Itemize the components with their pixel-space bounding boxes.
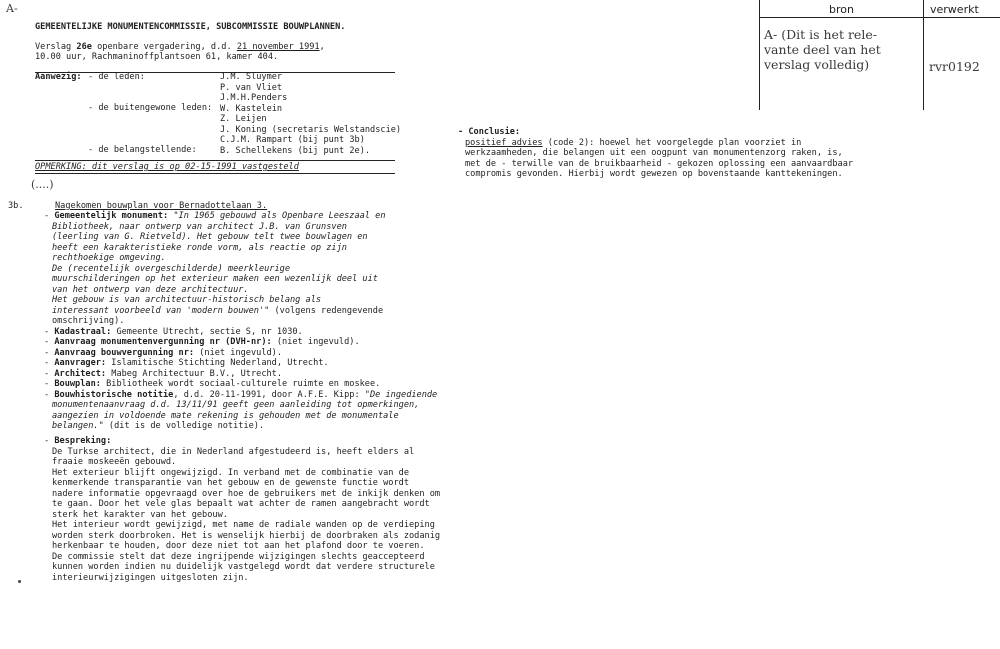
field-label: Architect: [54,368,107,379]
divider [35,160,395,161]
history-quote: belangen." [52,421,104,431]
field-line: - Aanvraag bouwvergunning nr: (niet ingevuld). [44,347,283,358]
source-note: verslag volledig) [764,57,870,72]
column-header-processed: verwerkt [930,3,979,16]
monument-text: Het gebouw is van architectuur-historisch belang als [52,295,322,305]
meeting-text: openbare vergadering, d.d. [91,42,237,52]
ellipsis-mark: (....) [31,178,54,191]
attendance-label: Aanwezig: [35,72,82,82]
attendee: P. van Vliet [220,82,283,93]
meeting-line-2: 10.00 uur, Rachmaninoffplantsoen 61, kamer 404. [35,52,279,62]
monument-suffix: omschrijving). [52,316,125,326]
monument-suffix: (volgens redengevende [269,305,384,316]
divider [35,173,395,174]
stray-dot [18,580,21,583]
monument-text [52,306,383,316]
meeting-text: , [319,42,325,52]
field-value: (niet ingevuld). [271,337,360,347]
monument-text: Bibliotheek, naar ontwerp van architect J.B. van Grunsven [52,221,347,232]
members-label: - de leden: [88,72,145,82]
meeting-date: 21 november 1991 [236,42,320,52]
conclusion-label: - Conclusie: [458,127,521,137]
discussion-text: sterk het karakter van het gebouw. [52,509,228,520]
extraordinary-members-label: - de buitengewone leden: [88,103,213,113]
field-label: Aanvraag monumentenvergunning nr (DVH-nr): [54,337,272,347]
document-title: GEMEENTELIJKE MONUMENTENCOMMISSIE, SUBCOMMISSIE BOUWPLANNEN. [35,22,346,32]
conclusion-line [465,138,801,148]
processed-code: rvr0192 [929,59,980,74]
box-border [759,17,1000,18]
monument-text: interessant voorbeeld van 'modern bouwen'" [52,305,270,316]
history-text: , d.d. 20-11-1991, door A.F.E. Kipp: [173,389,365,400]
conclusion-text: compromis gevonden. Hierbij wordt gewezen op bovenstaande kanttekeningen. [465,169,843,179]
discussion-text: De Turkse architect, die in Nederland afgestudeerd is, heeft elders al [52,446,415,457]
monument-text: heeft een karakteristieke ronde vorm, als reactie op zijn [52,242,347,253]
history-text: (dit is de volledige notitie). [103,421,265,431]
meeting-line-1 [35,42,325,52]
field-label: Kadastraal: [54,326,112,337]
field-line: - Aanvraag monumentenvergunning nr (DVH-nr): (niet ingevuld). [44,337,360,347]
field-value: Mabeg Architectuur B.V., Utrecht. [106,368,283,379]
conclusion-text: werkzaamheden, die belangen uit een oogpunt van monumentenzorg raken, is, [465,148,843,158]
attendee: J.M.H.Penders [220,93,288,103]
field-label: Aanvrager: [54,358,107,368]
discussion-text: te gaan. Door het vele glas bepaalt wat achter de ramen aangebracht wordt [52,499,430,509]
history-quote: aangezien in voldoende mate rekening is gehouden met de monumentale [52,410,399,421]
attendee: J.M. Sluymer [220,72,283,82]
discussion-text: worden sterk doorbroken. Het is wenselijk hierbij de doorbraken als zodanig [52,530,441,541]
field-line: - Bouwplan: Bibliotheek wordt sociaal-culturele ruimte en moskee. [44,379,381,389]
monument-text: "In 1965 gebouwd als Openbare Leeszaal en [173,211,386,221]
monument-label: Gemeentelijk monument: [54,211,169,221]
source-note: A- (Dit is het rele- [764,27,877,42]
attendee: J. Koning (secretaris Welstandscie) [220,124,402,135]
field-label: Aanvraag bouwvergunning nr: [54,347,195,358]
field-label: Bouwplan: [54,379,101,389]
attendee: W. Kastelein [220,103,283,114]
monument-text: rechthoekige omgeving. [52,253,166,263]
history-line: - Bouwhistorische notitie, d.d. 20-11-1991, door A.F.E. Kipp: "De ingediende [44,389,438,400]
discussion-text: nadere informatie opgevraagd over hoe de gebruikers met de inkijk denken om [52,488,441,499]
discussion-text: kenmerkende transparantie van het gebouw en de gewenste functie wordt [52,478,409,488]
monument-line: - Gemeentelijk monument: "In 1965 gebouwd als Openbare Leeszaal en [44,211,386,221]
history-quote: monumentenaanvraag d.d. 13/11/91 geeft geen aanleiding tot opmerkingen, [52,400,420,410]
stakeholders-label: - de belangstellende: [88,145,197,155]
attendee: C.J.M. Rampart (bij punt 3b) [220,135,365,145]
conclusion-text: (code 2): hoewel het voorgelegde plan voorziet in [542,137,802,148]
history-quote [52,421,264,431]
conclusion-advice: positief advies [465,137,543,148]
field-line: - Architect: Mabeg Architectuur B.V., Utrecht. [44,368,283,379]
source-note: vante deel van het [764,42,881,57]
meeting-number: 26e [76,42,92,52]
attendee: B. Schellekens (bij punt 2e). [220,145,371,156]
conclusion-text: met de - terwille van de bruikbaarheid - gekozen oplossing een aanvaardbaar [465,158,854,169]
discussion-text: fraaie moskeeën gebouwd. [52,457,177,467]
monument-text: muurschilderingen op het exterieur maken een wezenlijk deel uit [52,274,378,284]
field-value: Bibliotheek wordt sociaal-culturele ruimte en moskee. [100,379,381,389]
discussion-text: Het interieur wordt gewijzigd, met name de radiale wanden op de verdieping [52,520,435,530]
monument-text: De (recentelijk overgeschilderde) meerkleurige [52,263,290,274]
meeting-text: Verslag [35,42,77,52]
discussion-text: herkenbaar te houden, door deze niet tot aan het plafond door te voeren. [52,541,425,551]
history-quote: "De ingediende [364,389,438,400]
discussion-text: interieurwijzigingen uitgesloten zijn. [52,572,249,583]
discussion-text: kunnen worden indien nu duidelijk vastgelegd wordt dat verdere structurele [52,562,435,572]
monument-text: (leerling van G. Rietveld). Het gebouw telt twee bouwlagen en [52,232,368,242]
field-value: (niet ingevuld). [194,347,283,358]
discussion-heading: - Bespreking: [44,436,112,446]
field-line: - Aanvrager: Islamitische Stichting Nederland, Utrecht. [44,358,329,368]
column-header-source: bron [829,3,854,16]
item-number: 3b. [8,201,24,211]
page-mark: A- [6,2,18,15]
attendee: Z. Leijen [220,114,267,124]
discussion-text: Het exterieur blijft ongewijzigd. In verband met de combinatie van de [52,467,409,478]
history-label: Bouwhistorische notitie [54,389,174,400]
field-line: - Kadastraal: Gemeente Utrecht, sectie S, nr 1030. [44,326,303,337]
field-value: Islamitische Stichting Nederland, Utrecht. [106,358,329,368]
item-title: Nagekomen bouwplan voor Bernadottelaan 3. [55,201,268,211]
discussion-text: De commissie stelt dat deze ingrijpende wijzigingen slechts geaccepteerd [52,551,425,562]
discussion-label: Bespreking: [54,436,112,446]
monument-text: van het ontwerp van deze architectuur. [52,284,249,295]
field-value: Gemeente Utrecht, sectie S, nr 1030. [111,326,303,337]
remark: OPMERKING: dit verslag is op 02-15-1991 vastgesteld [35,162,299,172]
